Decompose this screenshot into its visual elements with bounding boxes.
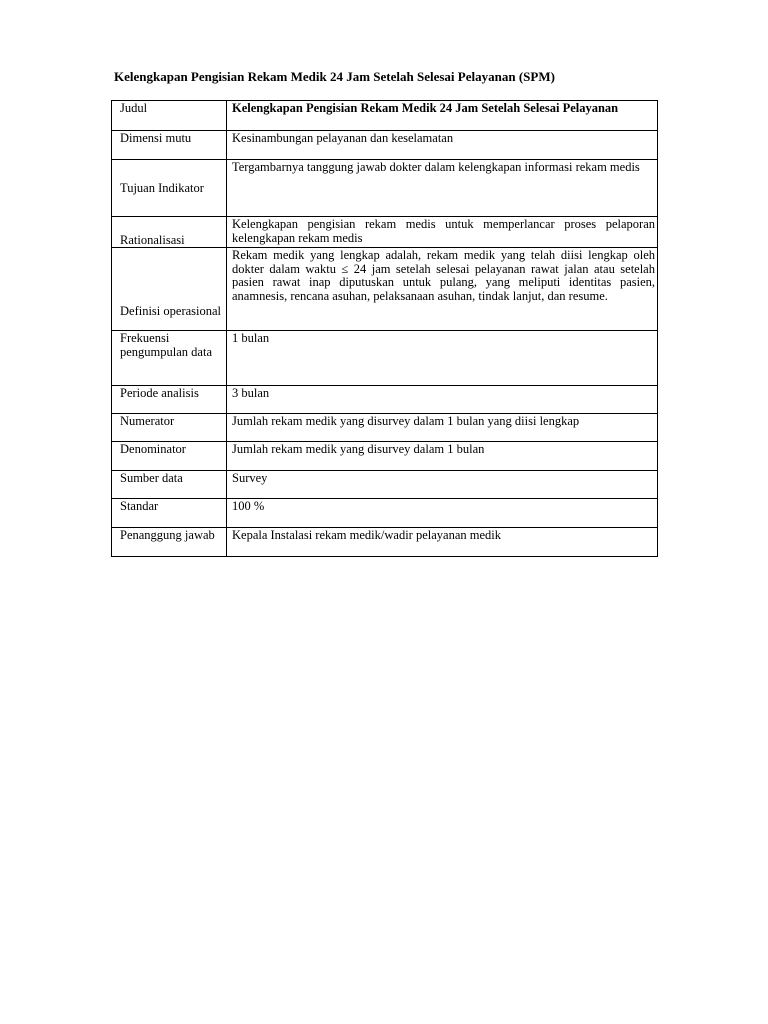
row-label-judul: Judul [112,101,227,131]
row-value-standar: 100 % [227,499,658,528]
table-row-rationalisasi [112,217,658,248]
table-row-denominator [112,442,658,471]
table-row-periode-analisis [112,386,658,414]
table-row-standar [112,499,658,528]
document-title: Kelengkapan Pengisian Rekam Medik 24 Jam Setelah Selesai Pelayanan (SPM) [114,69,555,84]
row-label-frekuensi: Frekuensi pengumpulan data [112,331,227,386]
table-row-definisi-operasional [112,248,658,331]
table-row-dimensi-mutu [112,131,658,160]
row-label-sumber-data: Sumber data [112,471,227,499]
indicator-table [111,100,658,557]
row-value-judul: Kelengkapan Pengisian Rekam Medik 24 Jam Setelah Selesai Pelayanan [227,101,658,131]
table-row-tujuan-indikator [112,160,658,217]
table-row-penanggung-jawab [112,528,658,557]
row-label-dimensi-mutu: Dimensi mutu [112,131,227,160]
row-value-frekuensi: 1 bulan [227,331,658,386]
row-value-definisi-operasional: Rekam medik yang lengkap adalah, rekam medik yang telah diisi lengkap oleh dokter dalam waktu ≤ 24 jam setelah selesai pelayanan rawat jalan atau setelah pasien rawat inap diputuskan untuk pulang, yang meliputi identitas pasien, anamnesis, rencana asuhan, pelaksanaan asuhan, tindak lanjut, dan resume. [227,248,658,331]
row-label-numerator: Numerator [112,414,227,442]
table-row-judul [112,101,658,131]
row-value-penanggung-jawab: Kepala Instalasi rekam medik/wadir pelayanan medik [227,528,658,557]
row-value-sumber-data: Survey [227,471,658,499]
row-value-dimensi-mutu: Kesinambungan pelayanan dan keselamatan [227,131,658,160]
row-label-rationalisasi: Rationalisasi [112,217,227,248]
row-value-tujuan-indikator: Tergambarnya tanggung jawab dokter dalam kelengkapan informasi rekam medis [227,160,658,217]
row-value-rationalisasi: Kelengkapan pengisian rekam medis untuk memperlancar proses pelaporan kelengkapan rekam medis [227,217,658,248]
row-label-periode-analisis: Periode analisis [112,386,227,414]
row-label-penanggung-jawab: Penanggung jawab [112,528,227,557]
row-value-denominator: Jumlah rekam medik yang disurvey dalam 1 bulan [227,442,658,471]
table-row-sumber-data [112,471,658,499]
row-label-denominator: Denominator [112,442,227,471]
row-value-numerator: Jumlah rekam medik yang disurvey dalam 1 bulan yang diisi lengkap [227,414,658,442]
row-label-tujuan-indikator: Tujuan Indikator [112,160,227,217]
row-label-standar: Standar [112,499,227,528]
row-label-definisi-operasional: Definisi operasional [112,248,227,331]
table-row-frekuensi [112,331,658,386]
table-row-numerator [112,414,658,442]
row-value-periode-analisis: 3 bulan [227,386,658,414]
